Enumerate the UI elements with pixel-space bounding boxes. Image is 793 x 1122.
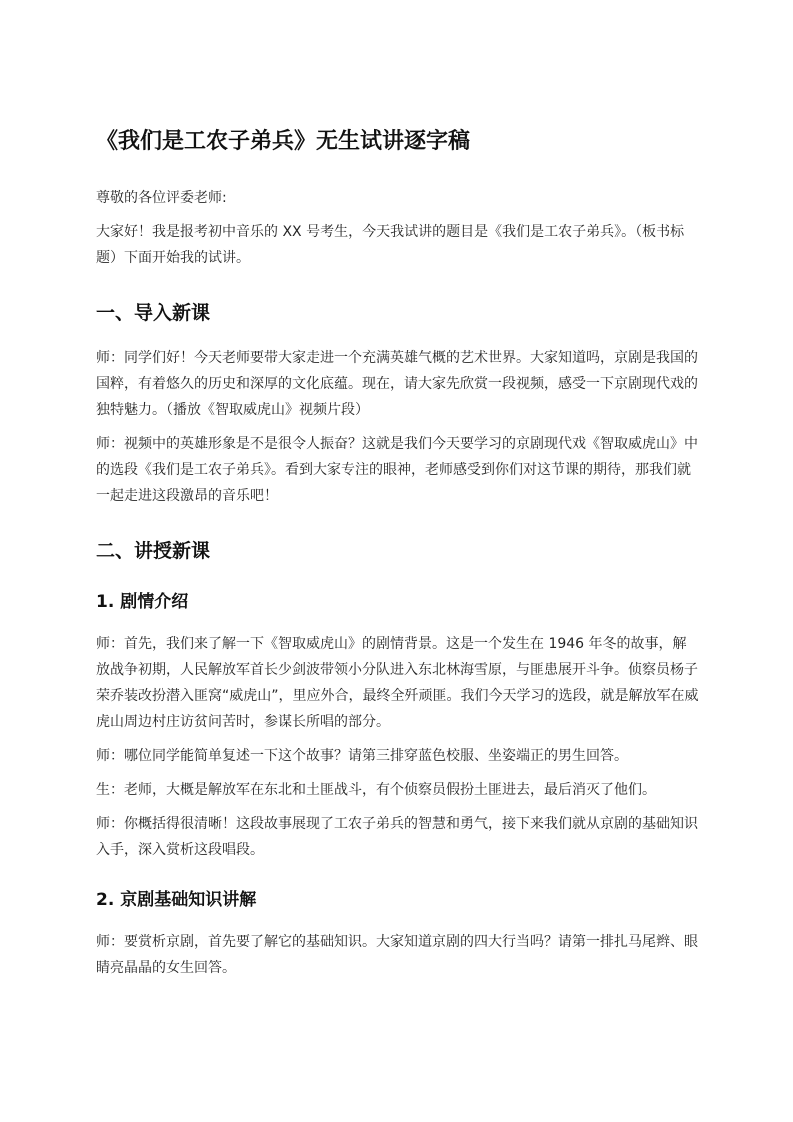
paragraph: 师：要赏析京剧，首先要了解它的基础知识。大家知道京剧的四大行当吗？请第一排扎马尾辫、眼睛亮晶晶的女生回答。 [96, 934, 698, 976]
document-title: 《我们是工农子弟兵》无生试讲逐字稿 [96, 129, 471, 154]
section-heading-intro: 一、导入新课 [96, 302, 211, 324]
paragraph: 师：同学们好！今天老师要带大家走进一个充满英雄气概的艺术世界。大家知道吗，京剧是我国的国粹，有着悠久的历史和深厚的文化底蕴。现在，请大家先欣赏一段视频，感受一下京剧现代戏的独特魅力。（播放《智取威虎山》视频片段） [96, 350, 698, 418]
intro-paragraph: 大家好！我是报考初中音乐的 XX 号考生，今天我试讲的题目是《我们是工农子弟兵》。（板书标题）下面开始我的试讲。 [96, 224, 685, 266]
section-heading-teaching: 二、讲授新课 [96, 540, 211, 562]
paragraph: 生：老师，大概是解放军在东北和土匪战斗，有个侦察员假扮土匪进去，最后消灭了他们。 [96, 782, 656, 798]
paragraph: 师：首先，我们来了解一下《智取威虎山》的剧情背景。这是一个发生在 1946 年冬的故事，解放战争初期，人民解放军首长少剑波带领小分队进入东北林海雪原，与匪患展开斗争。侦察员杨子荣乔装改扮潜入匪窝“威虎山”，里应外合，最终全歼顽匪。我们今天学习的选段，就是解放军在威虎山周边村庄访贫问苦时，参谋长所唱的部分。 [96, 636, 699, 730]
paragraph: 师：视频中的英雄形象是不是很令人振奋？这就是我们今天要学习的京剧现代戏《智取威虎山》中的选段《我们是工农子弟兵》。看到大家专注的眼神，老师感受到你们对这节课的期待，那我们就一起走进这段激昂的音乐吧！ [96, 436, 698, 504]
subsection-heading-opera-basics: 2. 京剧基础知识讲解 [96, 890, 257, 910]
paragraph: 师：哪位同学能简单复述一下这个故事？请第三排穿蓝色校服、坐姿端正的男生回答。 [96, 748, 628, 764]
paragraph: 师：你概括得很清晰！这段故事展现了工农子弟兵的智慧和勇气，接下来我们就从京剧的基础知识入手，深入赏析这段唱段。 [96, 816, 698, 858]
salutation: 尊敬的各位评委老师: [96, 190, 227, 206]
document-body [96, 125, 700, 989]
subsection-heading-plot: 1. 剧情介绍 [96, 592, 189, 612]
